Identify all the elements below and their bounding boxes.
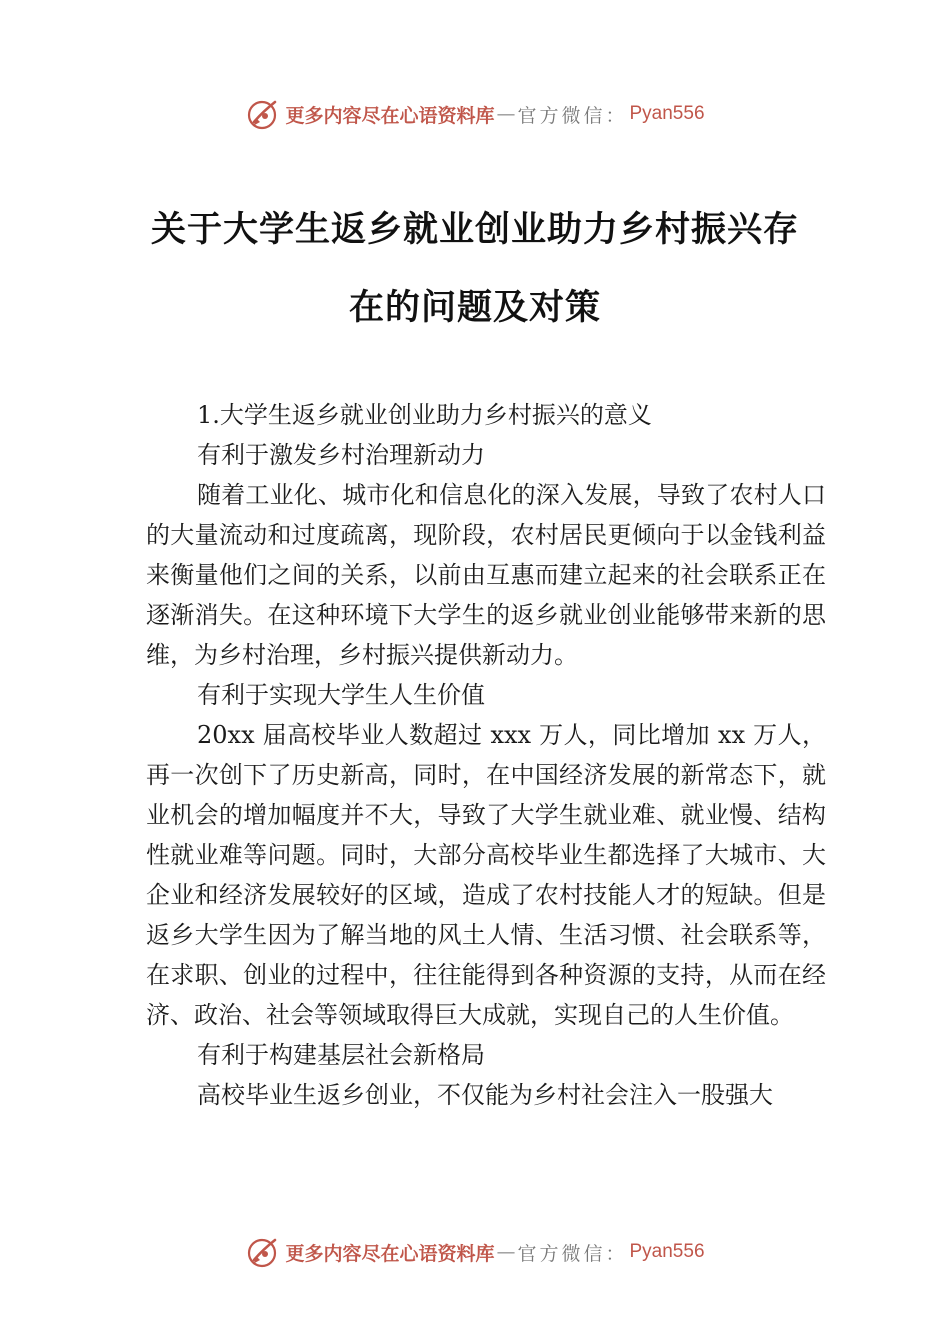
watermark-dash: — (496, 1241, 516, 1263)
document-title-line-1: 关于大学生返乡就业创业助力乡村振兴存 (150, 209, 799, 250)
paragraph-2: 20xx 届高校毕业人数超过 xxx 万人，同比增加 xx 万人，再一次创下了历史新高，同时，在中国经济发展的新常态下，就业机会的增加幅度并不大，导致了大学生就业难、就业慢、结构性就业难等问题。同时，大部分高校毕业生都选择了大城市、大企业和经济发展较好的区域，造成了农村技能人才的短缺。但是返乡大学生因为了解当地的风土人情、生活习惯、社会联系等，在求职、创业的过程中，往往能得到各种资源的支持，从而在经济、政治、社会等领域取得巨大成就，实现自己的人生价值。 (146, 721, 826, 1029)
paragraph-1: 随着工业化、城市化和信息化的深入发展，导致了农村人口的大量流动和过度疏离，现阶段，农村居民更倾向于以金钱利益来衡量他们之间的关系，以前由互惠而建立起来的社会联系正在逐渐消失。在这种环境下大学生的返乡就业创业能够带来新的思维，为乡村治理，乡村振兴提供新动力。 (146, 481, 826, 669)
pen-seal-icon (245, 96, 281, 132)
pen-seal-icon (245, 1234, 281, 1270)
paragraph-3: 高校毕业生返乡创业，不仅能为乡村社会注入一股强大 (197, 1081, 773, 1109)
watermark-brand: 更多内容尽在心语资料库 (285, 104, 495, 127)
document-title-line-2: 在的问题及对策 (348, 287, 601, 328)
subheading-2: 有利于实现大学生人生价值 (197, 681, 485, 709)
watermark-brand: 更多内容尽在心语资料库 (285, 1242, 495, 1265)
subheading-3: 有利于构建基层社会新格局 (197, 1041, 485, 1069)
subheading-1: 有利于激发乡村治理新动力 (197, 441, 485, 469)
watermark-dash: — (496, 103, 516, 125)
document-body (146, 395, 826, 1115)
section-heading-1: 1.大学生返乡就业创业助力乡村振兴的意义 (197, 401, 652, 429)
watermark-official: 官方微信： (517, 104, 628, 127)
watermark-banner-bottom (0, 1232, 950, 1272)
watermark-official: 官方微信： (517, 1242, 628, 1265)
watermark-wechat-id: Pyan556 (629, 103, 705, 124)
watermark-wechat-id: Pyan556 (629, 1241, 705, 1262)
watermark-banner-top (0, 94, 950, 134)
